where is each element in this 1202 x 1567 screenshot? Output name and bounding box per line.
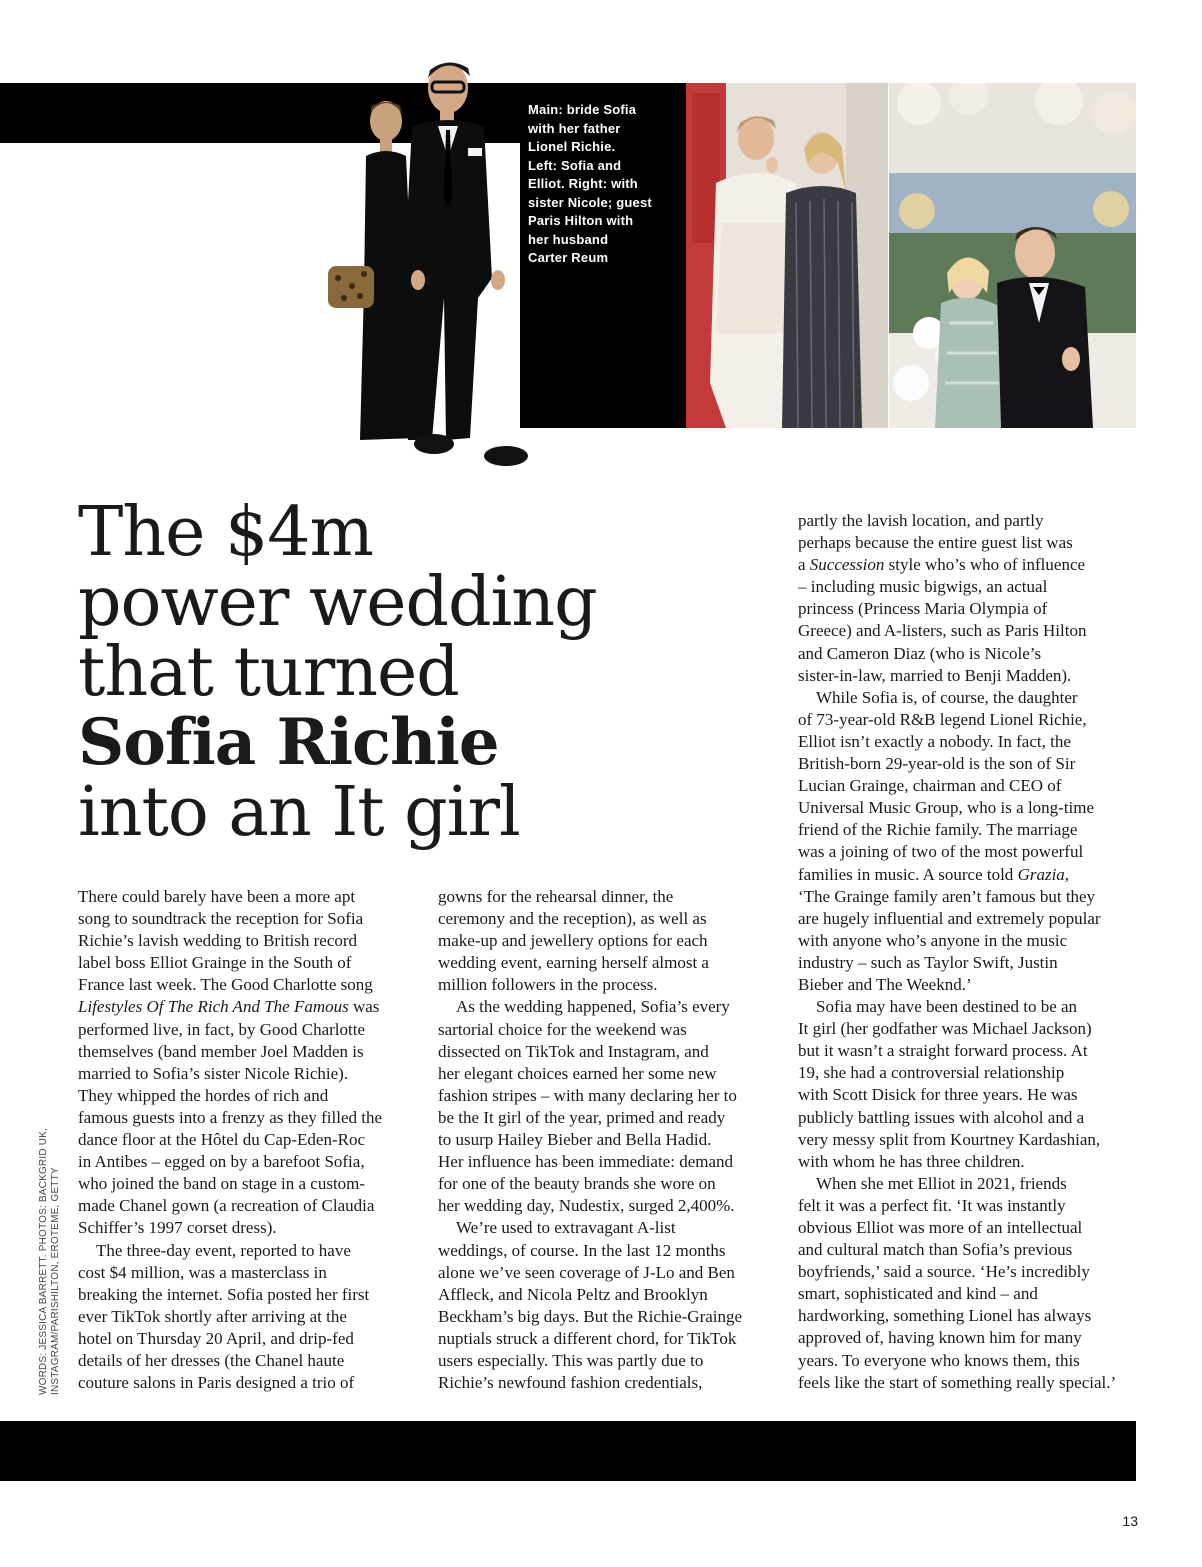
page-number: 13 — [1122, 1513, 1138, 1529]
text-line: fashion stripes – with many declaring her to — [438, 1085, 737, 1105]
headline — [78, 493, 718, 852]
text-line: perhaps because the entire guest list was — [798, 533, 1073, 553]
text-line: her elegant choices earned her some new — [438, 1063, 717, 1083]
text-line: smart, sophisticated and kind – and — [798, 1284, 1038, 1304]
text-line: Universal Music Group, who is a long-time — [798, 798, 1095, 818]
text-line: song to soundtrack the reception for Sofia — [78, 909, 364, 929]
text-line: users especially. This was partly due to — [438, 1350, 704, 1370]
text-line: Bieber and The Weeknd.’ — [798, 974, 972, 994]
text-line: British-born 29-year-old is the son of Sir — [798, 754, 1076, 774]
text-line: Richie’s newfound fashion credentials, — [438, 1373, 703, 1393]
text-line: to usurp Hailey Bieber and Bella Hadid. — [438, 1130, 712, 1150]
text-line: in Antibes – egged on by a barefoot Sofia, — [78, 1152, 365, 1172]
text-line: details of her dresses (the Chanel haute — [78, 1350, 345, 1370]
text-line: While Sofia is, of course, the daughter — [816, 687, 1078, 707]
text-line: breaking the internet. Sofia posted her first — [78, 1284, 370, 1304]
text-line: nuptials struck a different chord, for TikTok — [438, 1328, 737, 1348]
text-line: industry – such as Taylor Swift, Justin — [798, 952, 1058, 972]
text-line: ceremony and the reception), as well as — [438, 909, 707, 929]
text-line: label boss Elliot Grainge in the South of — [78, 953, 352, 973]
caption-line: Elliot. Right: with — [528, 176, 638, 191]
text-line: wedding event, earning herself almost a — [438, 953, 709, 973]
article-column-2 — [438, 886, 778, 1394]
text-line: with anyone who’s anyone in the music — [798, 930, 1068, 950]
text-line: Schiffer’s 1997 corset dress). — [78, 1218, 277, 1238]
text-line: As the wedding happened, Sofia’s every — [456, 997, 730, 1017]
photo-paris-hilton-and-carter — [889, 83, 1136, 428]
photo-sofia-and-elliot — [320, 48, 530, 468]
text-line: sister-in-law, married to Benji Madden). — [798, 665, 1072, 685]
text-line: with whom he has three children. — [798, 1151, 1025, 1171]
text-line: weddings, of course. In the last 12 months — [438, 1240, 726, 1260]
text-line: cost $4 million, was a masterclass in — [78, 1262, 327, 1282]
text-line: The three-day event, reported to have — [96, 1240, 351, 1260]
text-line: hotel on Thursday 20 April, and drip-fed — [78, 1328, 354, 1348]
text-line: felt it was a perfect fit. ‘It was instantly — [798, 1195, 1066, 1215]
text-line: very messy split from Kourtney Kardashian, — [798, 1129, 1101, 1149]
photo-credit — [38, 1128, 62, 1395]
text-line: publicly battling issues with alcohol and a — [798, 1107, 1085, 1127]
text-line: Elliot isn’t exactly a nobody. In fact, the — [798, 731, 1071, 751]
text-line: 19, she had a controversial relationship — [798, 1063, 1065, 1083]
headline-line: into an It girl — [78, 773, 520, 852]
italic-title: Succession — [809, 555, 885, 575]
text-line: but it wasn’t a straight forward process. At — [798, 1041, 1088, 1061]
text-line: couture salons in Paris designed a trio of — [78, 1373, 355, 1393]
text-line: hardworking, something Lionel has always — [798, 1306, 1092, 1326]
text-line: her wedding day, Nudestix, surged 2,400%. — [438, 1196, 735, 1216]
caption-line: sister Nicole; guest — [528, 194, 652, 210]
text-line: obvious Elliot was more of an intellectual — [798, 1218, 1083, 1237]
text-line: Lucian Grainge, chairman and CEO of — [798, 776, 1062, 796]
article-column-1 — [78, 886, 418, 1394]
text-line: performed live, in fact, by Good Charlotte — [78, 1019, 366, 1039]
text-line: When she met Elliot in 2021, friends — [816, 1173, 1067, 1193]
text-line: They whipped the hordes of rich and — [78, 1085, 329, 1105]
text-line: partly the lavish location, and partly — [798, 511, 1044, 530]
text-line: and Cameron Diaz (who is Nicole’s — [798, 643, 1042, 663]
bottom-black-band — [0, 1421, 1136, 1481]
text-line: Beckham’s big days. But the Richie-Grainge — [438, 1306, 743, 1326]
text-line: dissected on TikTok and Instagram, and — [438, 1041, 709, 1061]
text-line: Sofia may have been destined to be an — [816, 997, 1078, 1017]
text-line: of 73-year-old R&B legend Lionel Richie, — [798, 709, 1087, 729]
caption-line: Carter Reum — [528, 250, 609, 265]
text-line: Lifestyles Of The Rich And The Famous was — [78, 997, 380, 1017]
text-line: ‘The Grainge family aren’t famous but they — [798, 886, 1096, 906]
text-line: was a joining of two of the most powerful — [798, 842, 1084, 862]
italic-title: Grazia — [1017, 864, 1065, 884]
text-line: make-up and jewellery options for each — [438, 931, 708, 951]
text-line: are hugely influential and extremely popular — [798, 908, 1101, 928]
text-line: ever TikTok shortly after arriving at the — [78, 1306, 347, 1326]
text-line: sartorial choice for the weekend was — [438, 1019, 687, 1039]
text-line: alone we’ve seen coverage of J-Lo and Ben — [438, 1262, 735, 1282]
text-line: We’re used to extravagant A-list — [456, 1218, 676, 1238]
text-line: and cultural match than Sofia’s previous — [798, 1240, 1073, 1260]
headline-line: that turned — [78, 633, 459, 712]
text-line: approved of, having known him for many — [798, 1328, 1082, 1348]
caption-line: Left: Sofia and — [528, 157, 622, 173]
text-line: who joined the band on stage in a custom- — [78, 1174, 366, 1194]
caption-line: with her father — [528, 120, 621, 136]
text-line: There could barely have been a more apt — [78, 887, 356, 906]
text-line: feels like the start of something really special.’ — [798, 1372, 1117, 1392]
credit-line: INSTAGRAM/PARISHILTON, EROTEME, GETTY — [50, 1167, 61, 1395]
text-line: – including music bigwigs, an actual — [798, 577, 1048, 597]
text-line: dance floor at the Hôtel du Cap-Eden-Roc — [78, 1130, 366, 1150]
caption-line: Lionel Richie. — [528, 139, 616, 154]
article-column-3 — [798, 510, 1138, 1394]
headline-name: Sofia Richie — [78, 705, 499, 780]
text-line: married to Sofia’s sister Nicole Richie). — [78, 1063, 349, 1083]
text-line: with Scott Disick for three years. He was — [798, 1085, 1078, 1105]
text-line: It girl (her godfather was Michael Jackson) — [798, 1019, 1092, 1039]
text-line: France last week. The Good Charlotte song — [78, 975, 373, 995]
text-line: Richie’s lavish wedding to British record — [78, 931, 358, 951]
caption-line: her husband — [528, 231, 609, 247]
photo-caption — [528, 101, 678, 268]
photo-sofia-and-nicole — [686, 83, 888, 428]
credit-line: WORDS: JESSICA BARRETT. PHOTOS: BACKGRID UK, — [38, 1128, 49, 1395]
text-line: million followers in the process. — [438, 975, 658, 995]
text-line: boyfriends,’ said a source. ‘He’s incredibly — [798, 1262, 1090, 1282]
text-line: a Succession style who’s who of influence — [798, 555, 1086, 575]
text-line: princess (Princess Maria Olympia of — [798, 599, 1048, 619]
text-line: gowns for the rehearsal dinner, the — [438, 887, 674, 906]
text-line: families in music. A source told Grazia, — [798, 864, 1070, 884]
text-line: for one of the beauty brands she wore on — [438, 1174, 716, 1194]
caption-line: Paris Hilton with — [528, 213, 634, 228]
text-line: years. To everyone who knows them, this — [798, 1350, 1080, 1370]
text-line: Affleck, and Nicola Peltz and Brooklyn — [438, 1284, 708, 1304]
text-line: friend of the Richie family. The marriage — [798, 820, 1078, 840]
headline-line: The $4m — [78, 493, 374, 572]
headline-line: power wedding — [78, 563, 597, 642]
text-line: made Chanel gown (a recreation of Claudia — [78, 1196, 375, 1216]
text-line: Her influence has been immediate: demand — [438, 1152, 734, 1172]
text-line: Greece) and A-listers, such as Paris Hilton — [798, 621, 1087, 641]
text-line: be the It girl of the year, primed and ready — [438, 1107, 726, 1127]
text-line: themselves (band member Joel Madden is — [78, 1041, 364, 1061]
text-line: famous guests into a frenzy as they filled the — [78, 1107, 383, 1127]
caption-line: Main: bride Sofia — [528, 102, 637, 117]
italic-title: Lifestyles Of The Rich And The Famous — [78, 997, 349, 1017]
